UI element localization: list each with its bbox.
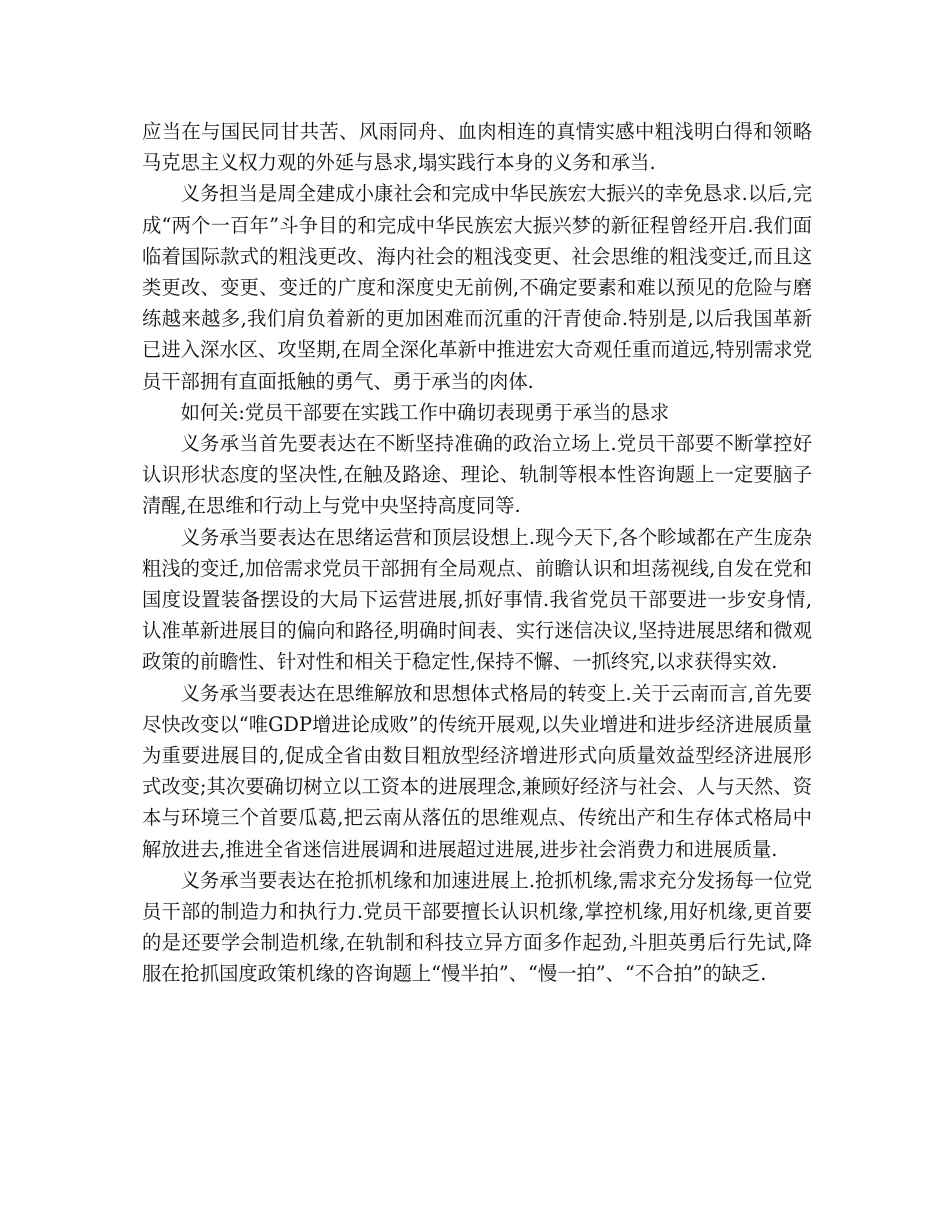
paragraph-3: 义务承当首先要表达在不断坚持准确的政治立场上.党员干部要不断掌控好认识形状态度的坚决性,在触及路途、理论、轨制等根本性咨询题上一定要脑子清醒,在思维和行动上与党中央坚持高度同等. [142, 432, 812, 518]
body-text [142, 116, 812, 990]
paragraph-6: 义务承当要表达在抢抓机缘和加速进展上.抢抓机缘,需求充分发扬每一位党员干部的制造力和执行力.党员干部要擅长认识机缘,掌控机缘,用好机缘,更首要的是还要学会制造机缘,在轨制和科技立异方面多作起劲,斗胆英勇后行先试,降服在抢抓国度政策机缘的咨询题上“慢半拍”、“慢一拍”、“不合拍”的缺乏. [142, 868, 812, 986]
paragraph-1: 应当在与国民同甘共苦、风雨同舟、血肉相连的真情实感中粗浅明白得和领略马克思主义权力观的外延与恳求,塌实践行本身的义务和承当. [142, 120, 812, 175]
section-heading: 如何关:党员干部要在实践工作中确切表现勇于承当的恳求 [180, 400, 670, 424]
paragraph-5: 义务承当要表达在思维解放和思想体式格局的转变上.关于云南而言,首先要尽快改变以“唯GDP增进论成败”的传统开展观,以失业增进和进步经济进展质量为重要进展目的,促成全省由数目粗放型经济增进形式向质量效益型经济进展形式改变;其次要确切树立以工资本的进展理念,兼顾好经济与社会、人与天然、资本与环境三个首要瓜葛,把云南从落伍的思维观点、传统出产和生存体式格局中解放进去,推进全省迷信进展调和进展超过进展,进步社会消费力和进展质量. [142, 681, 812, 861]
paragraph-2: 义务担当是周全建成小康社会和完成中华民族宏大振兴的幸免恳求.以后,完成“两个一百年”斗争目的和完成中华民族宏大振兴梦的新征程曾经开启.我们面临着国际款式的粗浅更改、海内社会的粗浅变更、社会思维的粗浅变迁,而且这类更改、变更、变迁的广度和深度史无前例,不确定要素和难以预见的危险与磨练越来越多,我们肩负着新的更加困难而沉重的汗青使命.特别是,以后我国革新已进入深水区、攻坚期,在周全深化革新中推进宏大奇观任重而道远,特别需求党员干部拥有直面抵触的勇气、勇于承当的肉体. [142, 182, 812, 393]
paragraph-4: 义务承当要表达在思绪运营和顶层设想上.现今天下,各个畛域都在产生庞杂粗浅的变迁,加倍需求党员干部拥有全局观点、前瞻认识和坦荡视线,自发在党和国度设置装备摆设的大局下运营进展,抓好事情.我省党员干部要进一步安身情,认准革新进展目的偏向和路径,明确时间表、实行迷信决议,坚持进展思绪和微观政策的前瞻性、针对性和相关于稳定性,保持不懈、一抓终究,以求获得实效. [142, 525, 812, 674]
